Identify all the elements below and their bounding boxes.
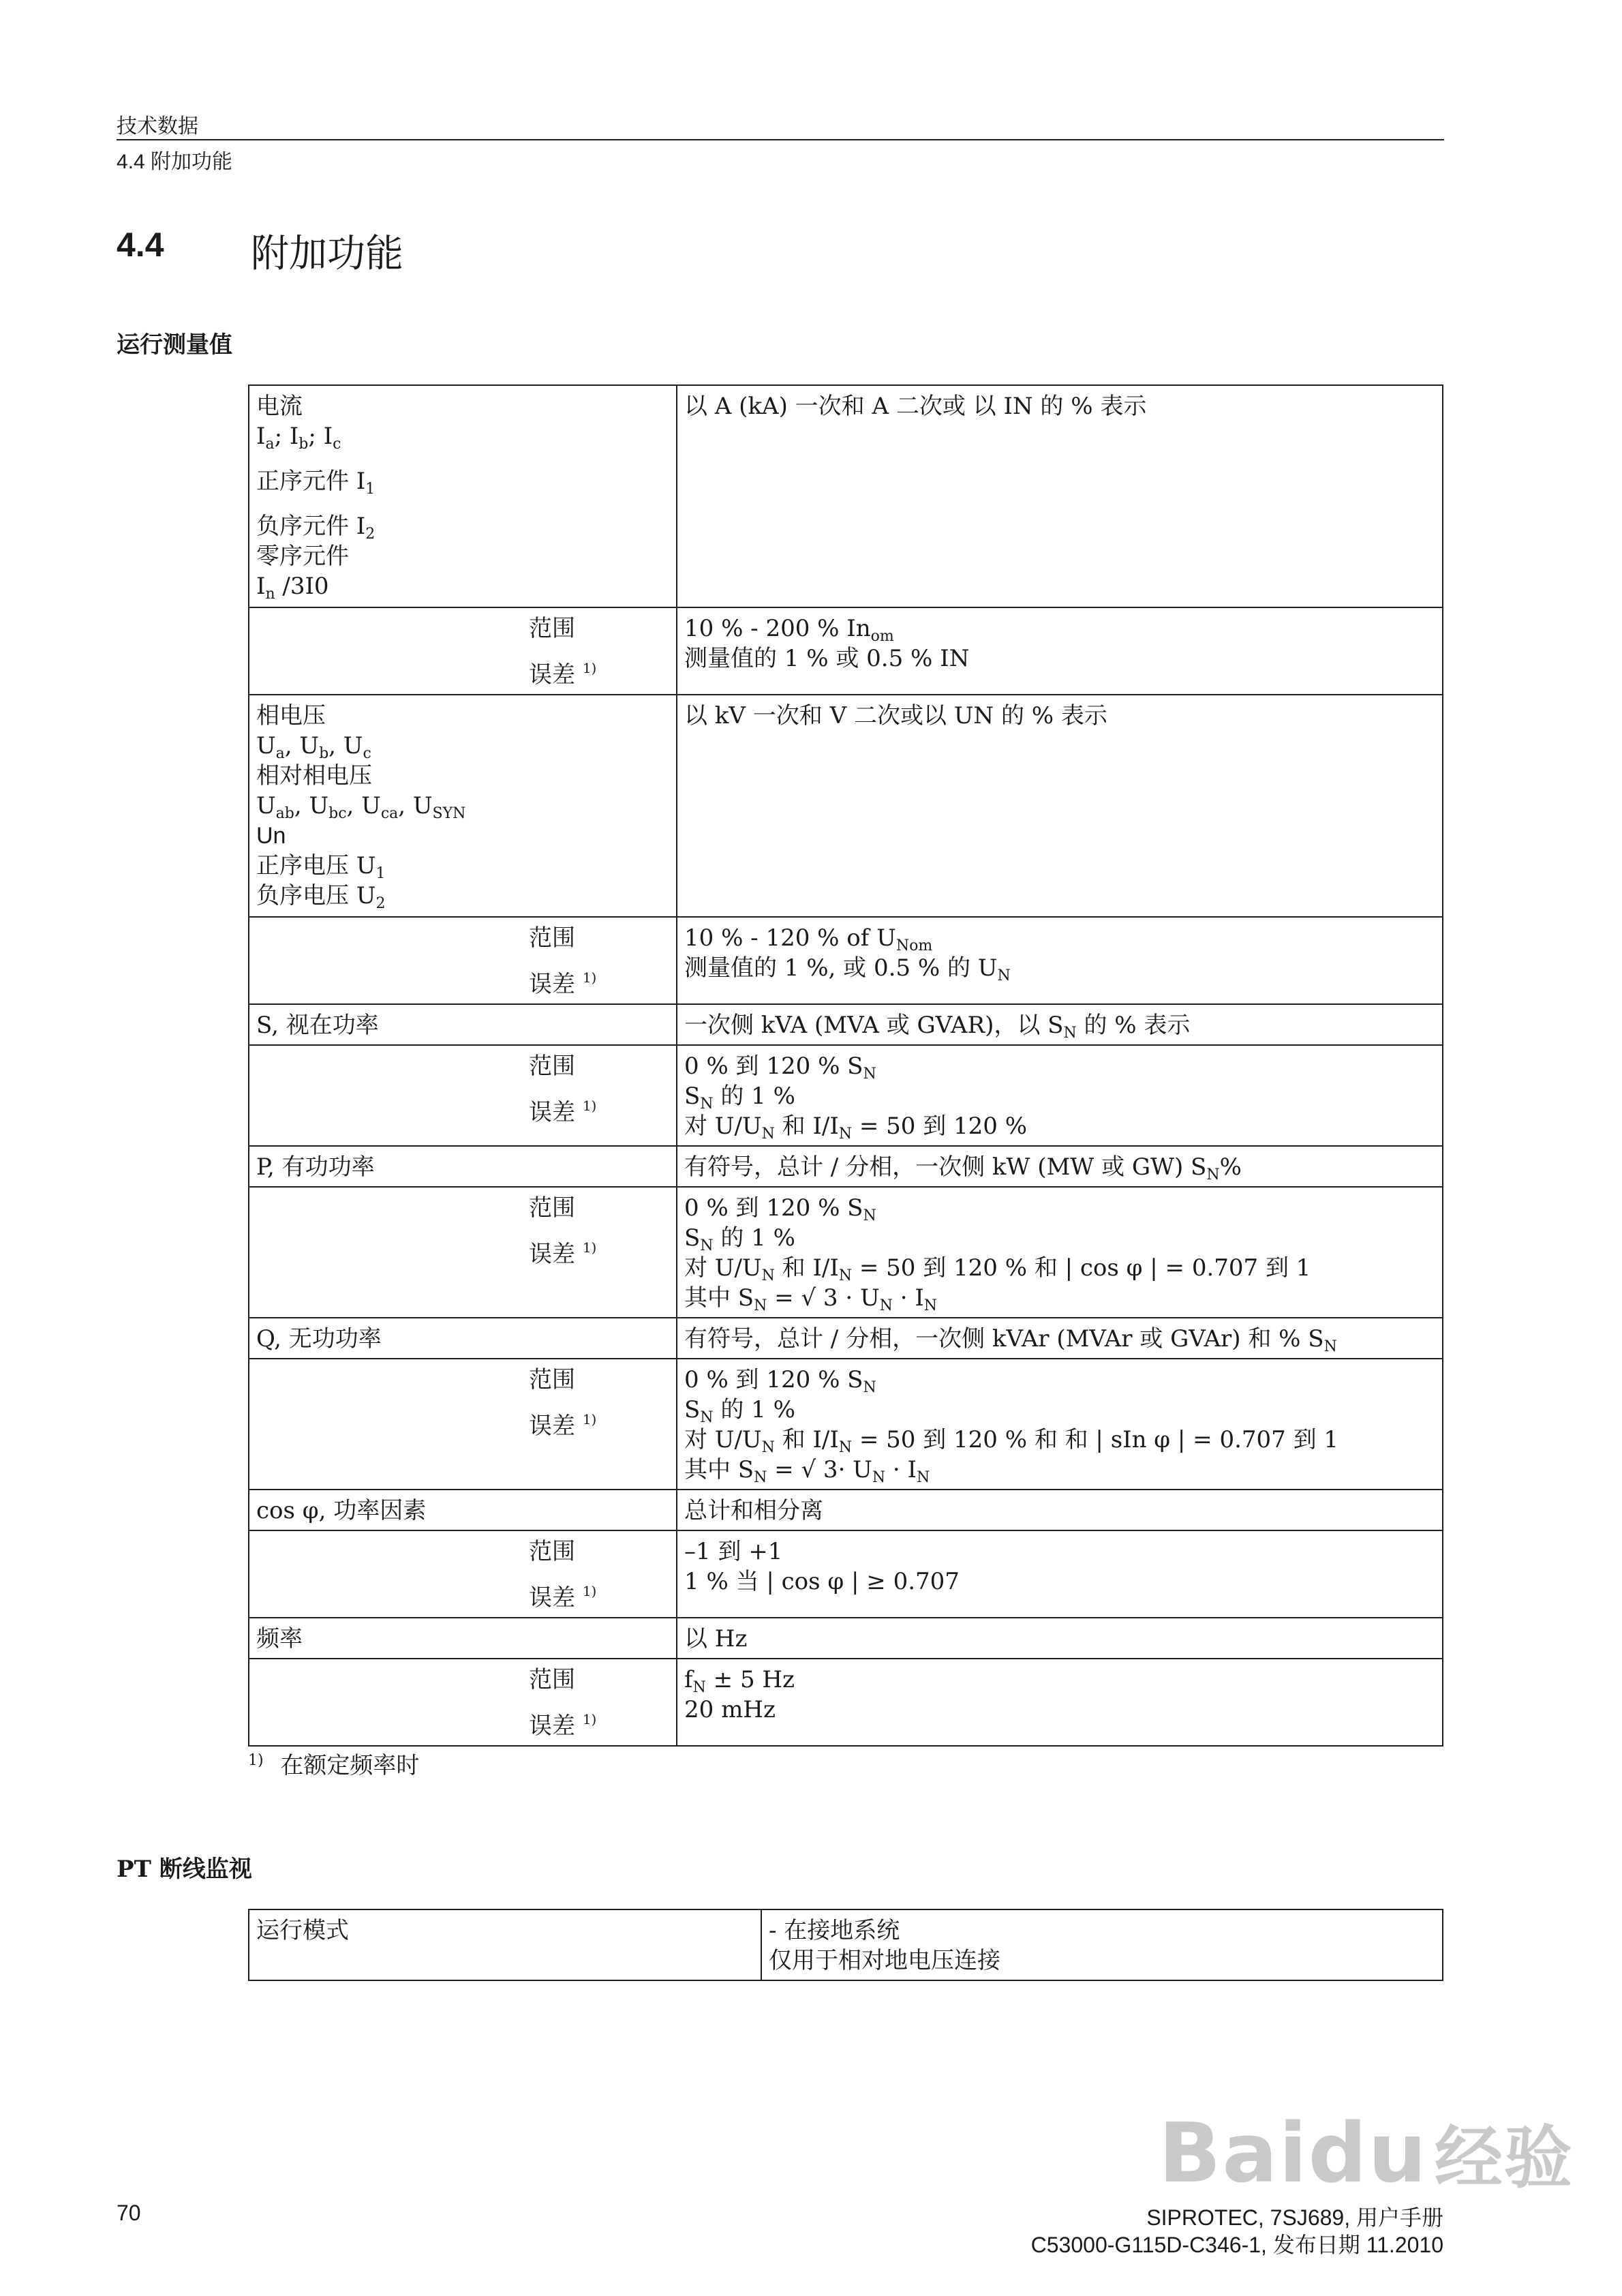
table-row-reactive-power <box>249 1318 1443 1359</box>
phase-phase-voltage-label: 相对相电压 <box>256 762 372 789</box>
frequency-range-value: $f_N \pm 5$ Hz <box>684 1666 795 1696</box>
apparent-power-description: 一次侧 kVA (MVA 或 GVAR)，以 $S_N$ 的 % 表示 <box>677 1004 1443 1045</box>
current-description: 以 A (kA) 一次和 A 二次或 以 IN 的 % 表示 <box>677 385 1443 607</box>
reactive-condition: 对 $U/U_N$ 和 $I/I_N = 50$ 到 120 % 和 和 | sIn φ | = 0.707 到 1 <box>684 1426 1339 1456</box>
reactive-error-value: $S_N$ 的 1 % <box>684 1396 795 1426</box>
frequency-label: 频率 <box>249 1618 677 1659</box>
error-label: 误差 $^{1)}$ <box>529 660 597 689</box>
zero-sequence-symbol: $I_n$ /3I0 <box>256 573 329 603</box>
pt-mode-value-1: - 在接地系统 <box>769 1917 900 1944</box>
range-label: 范围 <box>529 615 575 642</box>
baidu-watermark: Baidu 经验 <box>1159 2106 1574 2201</box>
active-condition: 对 $U/U_N$ 和 $I/I_N = 50$ 到 120 % 和 | cos φ | = 0.707 到 1 <box>684 1254 1311 1284</box>
reactive-power-description: 有符号，总计 / 分相，一次侧 kVAr (MVAr 或 GVAr) 和 % $S_N$ <box>677 1318 1443 1359</box>
section-title: 附加功能 <box>251 232 403 276</box>
table-row-reactive-range: 范围 误差 $^{1)}$ 0 % 到 120 % $S_N$ $S_N$ 的 1 % 对 $U/U_N$ 和 $I/I_N = 50$ 到 120 % 和 和 | sIn φ | = 0.707 到 1 其中 $S_N$ = √ $3\cdot U_N \cdot I_N$ <box>249 1359 1443 1490</box>
reactive-where: 其中 $S_N$ = √ $3\cdot U_N \cdot I_N$ <box>684 1456 930 1486</box>
negative-sequence-voltage: 负序电压 $U_2$ <box>256 882 386 912</box>
table-row-active-range: 范围 误差 $^{1)}$ 0 % 到 120 % $S_N$ $S_N$ 的 1 % 对 $U/U_N$ 和 $I/I_N = 50$ 到 120 % 和 | cos φ | = 0.707 到 1 其中 $S_N$ = √ $3 \cdot U_N \cdot I_N$ <box>249 1187 1443 1318</box>
table-row-power-factor <box>249 1490 1443 1530</box>
current-symbols: $I_a$; $I_b$; $I_c$ <box>256 423 341 453</box>
frequency-description: 以 Hz <box>677 1618 1443 1659</box>
table-row-pf-range: 范围 误差 $^{1)}$ –1 到 +1 1 % 当 | cos φ | ≥ 0.707 <box>249 1530 1443 1618</box>
current-error-value: 测量值的 1 % 或 0.5 % IN <box>684 645 970 672</box>
pt-table <box>248 1909 1443 1981</box>
phase-phase-symbols: $U_{ab}$, $U_{bc}$, $U_{ca}$, $U_{SYN}$ <box>256 792 466 822</box>
voltage-range-value: 10 % - 120 % of $U_{Nom}$ <box>684 924 933 954</box>
apparent-condition: 对 $U/U_N$ 和 $I/I_N = 50$ 到 120 % <box>684 1113 1028 1143</box>
measurement-table <box>248 384 1443 1747</box>
power-factor-label: cos φ, 功率因素 <box>249 1490 677 1530</box>
active-power-label: P, 有功功率 <box>249 1146 677 1187</box>
table-row-apparent-range: 范围 误差 $^{1)}$ 0 % 到 120 % $S_N$ $S_N$ 的 1 % 对 $U/U_N$ 和 $I/I_N = 50$ 到 120 % <box>249 1045 1443 1146</box>
current-range-value: 10 % - 200 % $In_{om}$ <box>684 615 894 645</box>
section-number: 4.4 <box>117 226 164 264</box>
table-row-apparent-power <box>249 1004 1443 1045</box>
power-factor-description: 总计和相分离 <box>677 1490 1443 1530</box>
header-rule <box>117 139 1444 140</box>
pt-mode-label: 运行模式 <box>249 1909 761 1980</box>
un-label: Un <box>256 823 286 849</box>
page-number: 70 <box>117 2201 141 2225</box>
voltage-param-cell <box>249 695 677 917</box>
footer-docno: C53000-G115D-C346-1, 发布日期 11.2010 <box>1030 2233 1443 2257</box>
table-row-frequency <box>249 1618 1443 1659</box>
running-header-chapter: 技术数据 <box>117 115 198 138</box>
footer-product: SIPROTEC, 7SJ689, 用户手册 <box>1146 2205 1443 2230</box>
table-row-current-range <box>249 607 1443 695</box>
footnote: $^{1)}$ 在额定频率时 <box>248 1752 420 1779</box>
positive-sequence-current: 正序元件 $I_1$ <box>256 468 376 498</box>
pt-row <box>249 1909 1443 1980</box>
apparent-power-label: S, 视在功率 <box>249 1004 677 1045</box>
reactive-range-value: 0 % 到 120 % $S_N$ <box>684 1366 876 1396</box>
table-row-current <box>249 385 1443 607</box>
negative-sequence-current: 负序元件 $I_2$ <box>256 513 376 543</box>
active-error-value: $S_N$ 的 1 % <box>684 1224 795 1254</box>
voltage-symbols: $U_a$, $U_b$, $U_c$ <box>256 732 371 762</box>
active-power-description: 有符号，总计 / 分相，一次侧 kW (MW 或 GW) $S_N\%$ <box>677 1146 1443 1187</box>
current-param-cell <box>249 385 677 607</box>
running-header-section: 4.4 附加功能 <box>117 151 233 173</box>
frequency-error-value: 20 mHz <box>684 1696 776 1723</box>
pf-error-value: 1 % 当 | cos φ | ≥ 0.707 <box>684 1568 960 1595</box>
zero-sequence-current: 零序元件 <box>256 543 349 570</box>
active-where: 其中 $S_N$ = √ $3 \cdot U_N \cdot I_N$ <box>684 1284 938 1314</box>
pt-heading: PT 断线监视 <box>117 1856 252 1883</box>
active-range-value: 0 % 到 120 % $S_N$ <box>684 1194 876 1224</box>
voltage-error-value: 测量值的 1 %, 或 0.5 % 的 $U_N$ <box>684 954 1011 984</box>
apparent-error-value: $S_N$ 的 1 % <box>684 1083 795 1113</box>
voltage-label: 相电压 <box>256 702 326 729</box>
table-row-voltage <box>249 695 1443 917</box>
positive-sequence-voltage: 正序电压 $U_1$ <box>256 852 386 882</box>
table-row-frequency-range: 范围 误差 $^{1)}$ $f_N \pm 5$ Hz 20 mHz <box>249 1659 1443 1746</box>
measurement-heading: 运行测量值 <box>117 331 232 359</box>
table-row-voltage-range: 范围 误差 $^{1)}$ 10 % - 120 % of $U_{Nom}$ 测量值的 1 %, 或 0.5 % 的 $U_N$ <box>249 917 1443 1004</box>
voltage-description: 以 kV 一次和 V 二次或以 UN 的 % 表示 <box>677 695 1443 917</box>
table-row-active-power <box>249 1146 1443 1187</box>
reactive-power-label: Q, 无功功率 <box>249 1318 677 1359</box>
pf-range-value: –1 到 +1 <box>684 1538 783 1565</box>
apparent-range-value: 0 % 到 120 % $S_N$ <box>684 1053 876 1083</box>
pt-mode-value-2: 仅用于相对地电压连接 <box>769 1947 1000 1974</box>
current-label: 电流 <box>256 393 303 420</box>
